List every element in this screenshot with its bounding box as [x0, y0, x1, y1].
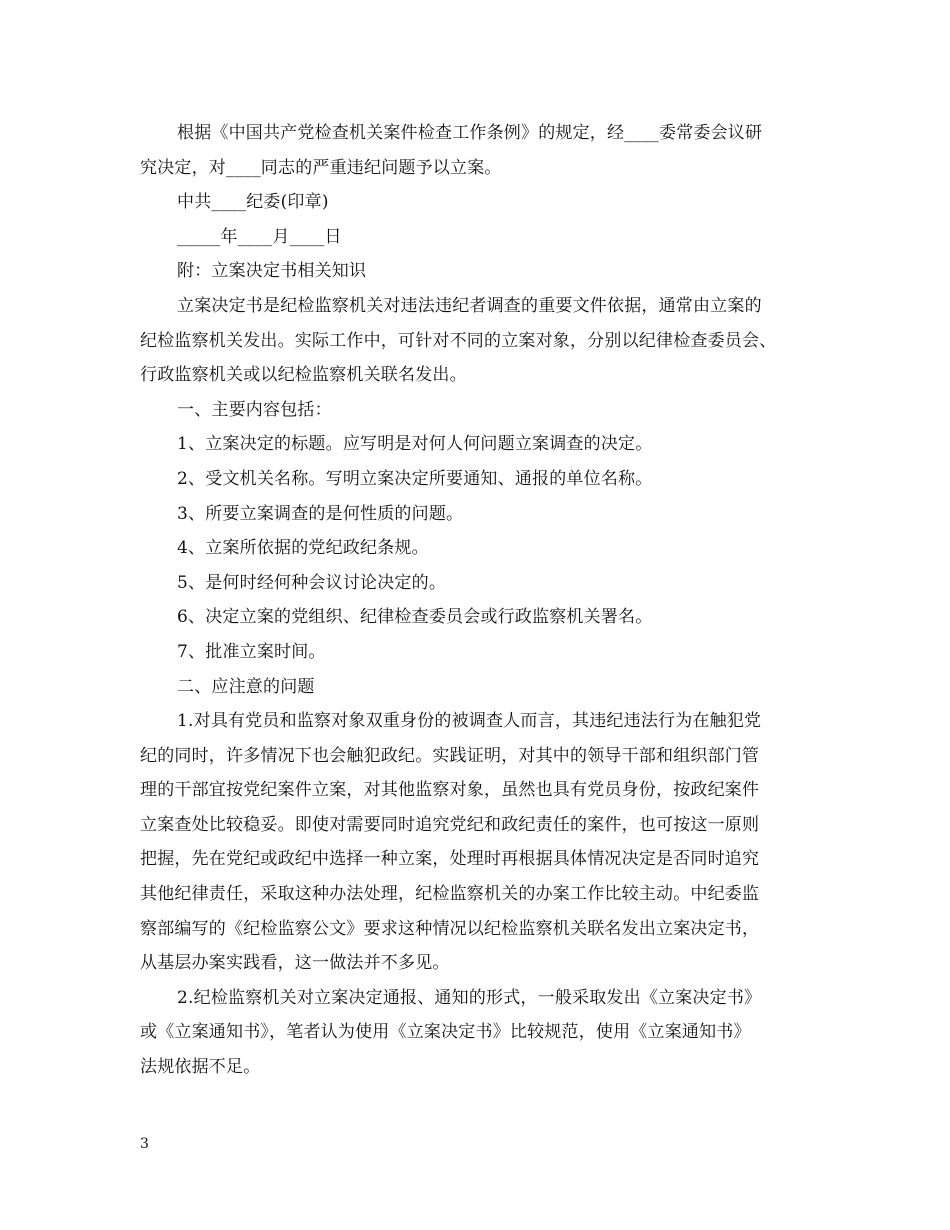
paragraph-line: 理的干部宜按党纪案件立案，对其他监察对象，虽然也具有党员身份，按政纪案件: [140, 780, 760, 801]
paragraph-line: 纪的同时，许多情况下也会触犯政纪。实践证明，对其中的领导干部和组织部门管: [140, 745, 760, 766]
paragraph-line: 2.纪检监察机关对立案决定通报、通知的形式，一般采取发出《立案决定书》: [177, 987, 762, 1008]
paragraph-line: 从基层办案实践看，这一做法并不多见。: [140, 953, 450, 974]
paragraph-line: 行政监察机关或以纪检监察机关联名发出。: [140, 365, 467, 386]
paragraph-line: 究决定，对____同志的严重违纪问题予以立案。: [140, 157, 502, 178]
paragraph-line: 立案查处比较稳妥。即使对需要同时追究党纪和政纪责任的案件，也可按这一原则: [140, 814, 760, 835]
page-number: 3: [140, 1136, 149, 1152]
paragraph-line: 根据《中国共产党检查机关案件检查工作条例》的规定，经____委常委会议研: [177, 123, 763, 143]
date-line: _____年____月____日: [177, 226, 342, 247]
paragraph-line: 纪检监察机关发出。实际工作中，可针对不同的立案对象，分别以纪律检查委员会、: [140, 330, 777, 351]
list-item: 2、受文机关名称。写明立案决定所要通知、通报的单位名称。: [177, 468, 653, 489]
section-heading: 二、应注意的问题: [177, 676, 315, 697]
paragraph-line: 法规依据不足。: [140, 1057, 261, 1078]
list-item: 5、是何时经何种会议讨论决定的。: [177, 572, 447, 593]
list-item: 7、批准立案时间。: [177, 641, 326, 662]
paragraph-line: 或《立案通知书》，笔者认为使用《立案决定书》比较规范，使用《立案通知书》: [140, 1022, 751, 1043]
paragraph-line: 把握，先在党纪或政纪中选择一种立案，处理时再根据具体情况决定是否同时追究: [140, 849, 760, 870]
list-item: 4、立案所依据的党纪政纪条规。: [177, 538, 429, 559]
paragraph-line: 其他纪律责任，采取这种办法处理，纪检监察机关的办案工作比较主动。中纪委监: [140, 884, 760, 905]
appendix-heading: 附：立案决定书相关知识: [177, 261, 367, 282]
section-heading: 一、主要内容包括：: [177, 399, 332, 420]
document-body: [140, 116, 820, 1085]
paragraph-line: 立案决定书是纪检监察机关对违法违纪者调查的重要文件依据，通常由立案的: [177, 295, 762, 316]
list-item: 6、决定立案的党组织、纪律检查委员会或行政监察机关署名。: [177, 607, 653, 628]
list-item: 1、立案决定的标题。应写明是对何人何问题立案调查的决定。: [177, 434, 653, 455]
paragraph-line: 1.对具有党员和监察对象双重身份的被调查人而言，其违纪违法行为在触犯党: [177, 711, 762, 732]
list-item: 3、所要立案调查的是何性质的问题。: [177, 503, 464, 524]
paragraph-line: 察部编写的《纪检监察公文》要求这种情况以纪检监察机关联名发出立案决定书，: [140, 918, 760, 939]
signature-line: 中共____纪委(印章): [177, 192, 329, 213]
